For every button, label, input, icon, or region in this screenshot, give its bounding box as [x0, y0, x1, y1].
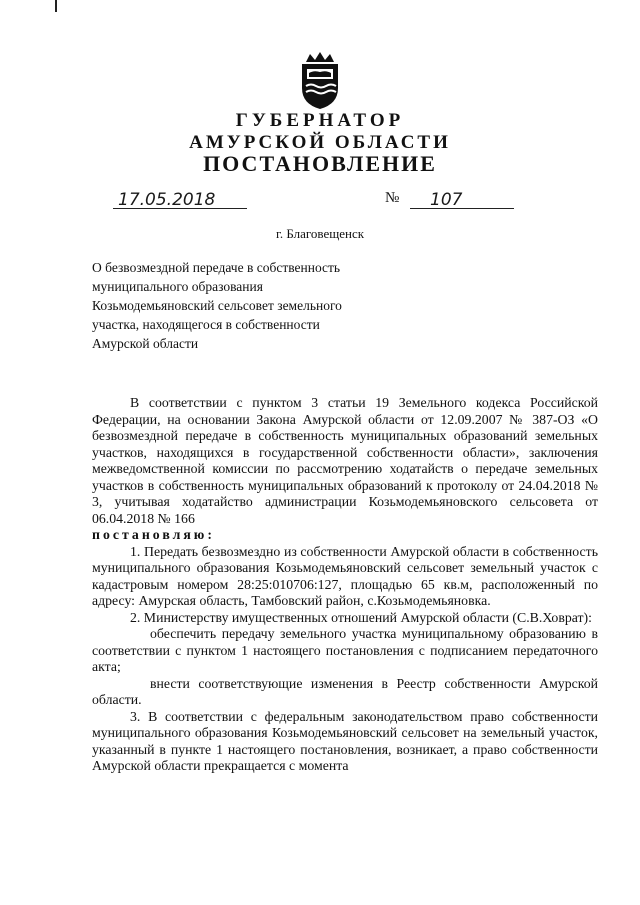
handwritten-number: 107 — [430, 190, 463, 210]
decree-word: постановляю: — [92, 527, 215, 542]
emblem-tiger — [309, 71, 331, 77]
document-title: ПОСТАНОВЛЕНИЕ — [203, 151, 437, 176]
preamble-paragraph: В соответствии с пунктом 3 статьи 19 Земельного кодекса Российской Федерации, на основании Закона Амурской области от 12.09.2007 № 387-ОЗ «О безвозмездной передаче в собственность муниципальных образований земельных участков, находящихся в государственной собственности области», заключения межведомственной комиссии по рассмотрению ходатайств о передаче земельных участков в собственность муниципальных образований к протоколу от 24.04.2018 № 3, учитывая ходатайство администрации Козьмодемьяновского сельсовета от 06.04.2018 № 166 — [92, 395, 598, 526]
number-underline — [410, 208, 514, 209]
item-2a: обеспечить передачу земельного участка муниципальному образованию в соответствии с пунктом 1 настоящего постановления с подписанием передаточного акта; — [92, 626, 598, 674]
handwritten-date: 17.05.2018 — [118, 190, 216, 210]
document-subject: О безвозмездной передаче в собственность муниципального образования Козьмодемьяновский сельсовет земельного участка, находящегося в собственности Амурской области — [92, 260, 342, 351]
item-2: 2. Министерству имущественных отношений Амурской области (С.В.Ховрат): — [130, 609, 592, 625]
date-underline — [113, 208, 247, 209]
emblem-crown — [306, 52, 334, 62]
city-name: г. Благовещенск — [275, 226, 365, 241]
document-body — [92, 395, 598, 775]
number-sign: № — [385, 190, 400, 206]
coat-of-arms-emblem — [298, 52, 342, 110]
header-governor: ГУБЕРНАТОР — [235, 110, 405, 131]
item-2b: внести соответствующие изменения в Реестр собственности Амурской области. — [92, 675, 598, 707]
header-region: АМУРСКОЙ ОБЛАСТИ — [189, 132, 451, 153]
item-3: 3. В соответствии с федеральным законодательством право собственности муниципального образования Козьмодемьяновский сельсовет на земельный участок, указанный в пункте 1 настоящего постановления, возникает, а право собственности Амурской области прекращается с момента — [92, 708, 598, 773]
item-1: 1. Передать безвозмездно из собственности Амурской области в собственность муниципального образования Козьмодемьяновский сельсовет земельный участок с кадастровым номером 28:25:010706:127, площадью 65 кв.м, расположенный по адресу: Амурская область, Тамбовский район, с.Козьмодемьяновка. — [92, 543, 598, 608]
scan-mark — [55, 0, 57, 12]
